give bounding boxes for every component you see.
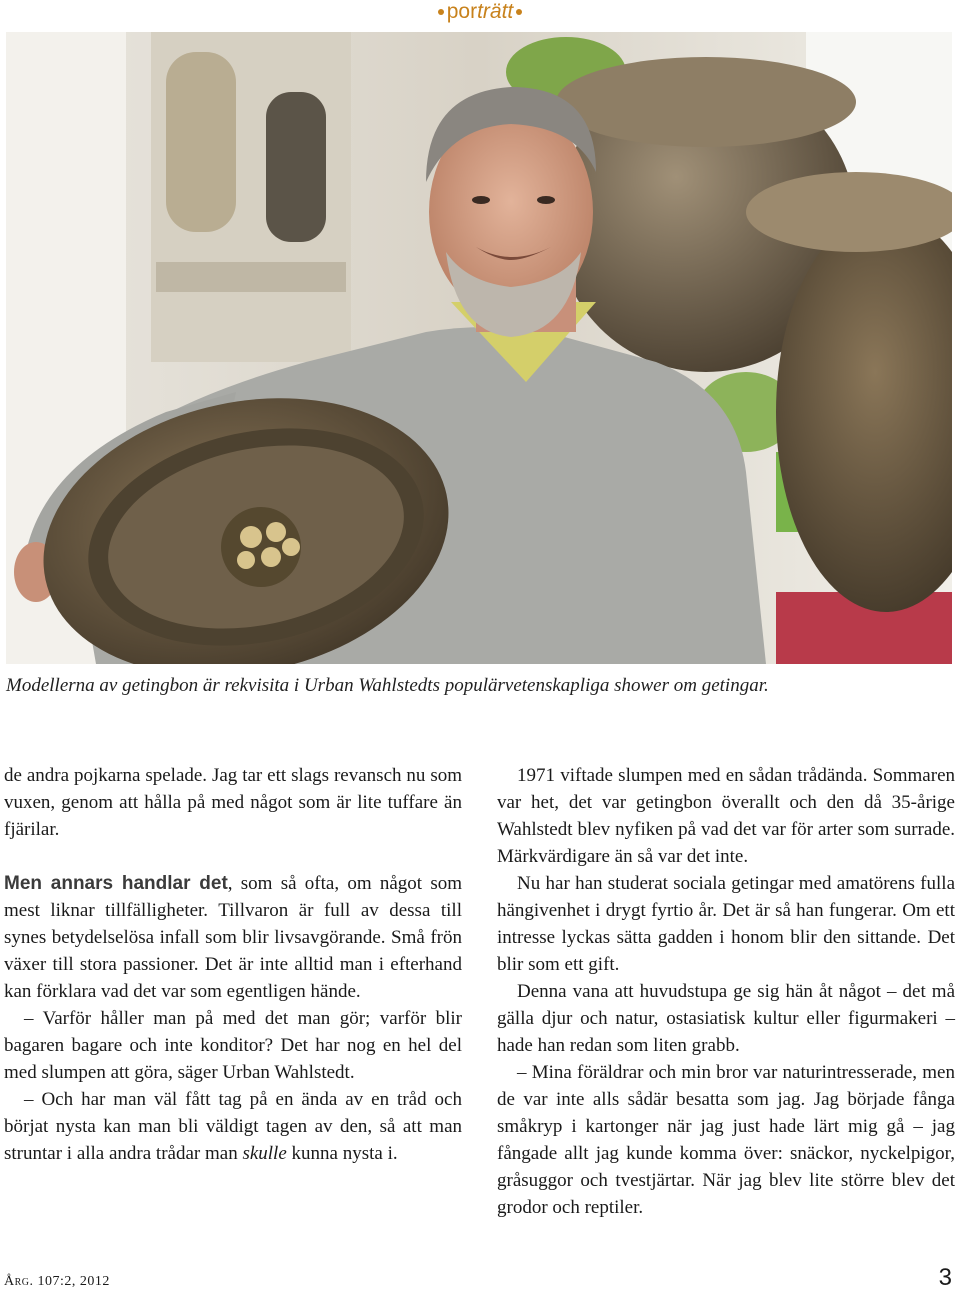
paragraph: – Mina föräldrar och min bror var naturintresserade, men de var inte alls sådär besatta som jag. Jag började fånga småkryp i kartonger när jag just hade lärt mig gå – jag fångade allt jag kunde komma över: snäckor, nyckelpigor, gråsuggor och tvestjärtar. När jag blev lite större blev det grodor och reptiler.	[497, 1062, 955, 1218]
section-header	[0, 0, 960, 28]
article-column-left	[4, 762, 462, 1167]
photo-caption: Modellerna av getingbon är rekvisita i Urban Wahlstedts populärvetenskapliga shower om getingar.	[6, 675, 769, 696]
issue-info: Årg. 107:2, 2012	[4, 1274, 110, 1289]
paragraph-lead-in: Men annars handlar det	[4, 873, 228, 894]
header-suffix: trätt	[477, 0, 514, 23]
paragraph: 1971 viftade slumpen med en sådan trådända. Sommaren var het, det var getingbon överallt och den då 35-årige Wahlstedt blev nyfiken på vad det var för arter som surrade. Märkvärdigare än så var det inte.	[497, 765, 955, 867]
paragraph: – Varför håller man på med det man gör; varför blir bagaren bagare och inte konditor? Det har nog en hel del med slumpen att göra, säger Urban Wahlstedt.	[4, 1008, 462, 1083]
portrait-photo	[6, 32, 952, 664]
header-prefix: por	[446, 0, 478, 23]
paragraph-text: – Och har man väl fått tag på en ända av en tråd och börjat nysta kan man bli väldigt tagen av den, så att man struntar i alla andra trådar man	[4, 1089, 462, 1164]
paragraph-text: , som så ofta, om något som mest liknar tillfälligheter. Tillvaron är full av dessa till synes betydelselösa infall som blir livsavgörande. Små frön växer till stora passioner. Det är inte alltid man i efterhand kan förklara vad det var som egentligen hände.	[4, 873, 462, 1002]
paragraph: Denna vana att huvudstupa ge sig hän åt något – det må gälla djur och natur, ostasiatisk kultur eller figurmakeri – hade han redan som liten grabb.	[497, 981, 955, 1056]
paragraph-with-emphasis	[4, 1086, 462, 1167]
page-number: 3	[938, 1264, 952, 1291]
header-dot-left	[438, 9, 444, 15]
paragraph-text: kunna nysta i.	[286, 1143, 398, 1164]
header-dot-right	[516, 9, 522, 15]
article-column-right	[497, 762, 955, 1221]
paragraph: de andra pojkarna spelade. Jag tar ett slags revansch nu som vuxen, genom att hålla på med något som är lite tuffare än fjärilar.	[4, 765, 462, 840]
portrait-photo-illustration	[6, 32, 952, 664]
emphasis-word: skulle	[242, 1143, 287, 1164]
paragraph: Nu har han studerat sociala getingar med amatörens fulla hängivenhet i drygt fyrtio år. Det är så han fungerar. Om ett intresse lyckas sätta gadden i honom blir den sittande. Det blir som ett gift.	[497, 873, 955, 975]
paragraph-with-lead	[4, 870, 462, 1005]
